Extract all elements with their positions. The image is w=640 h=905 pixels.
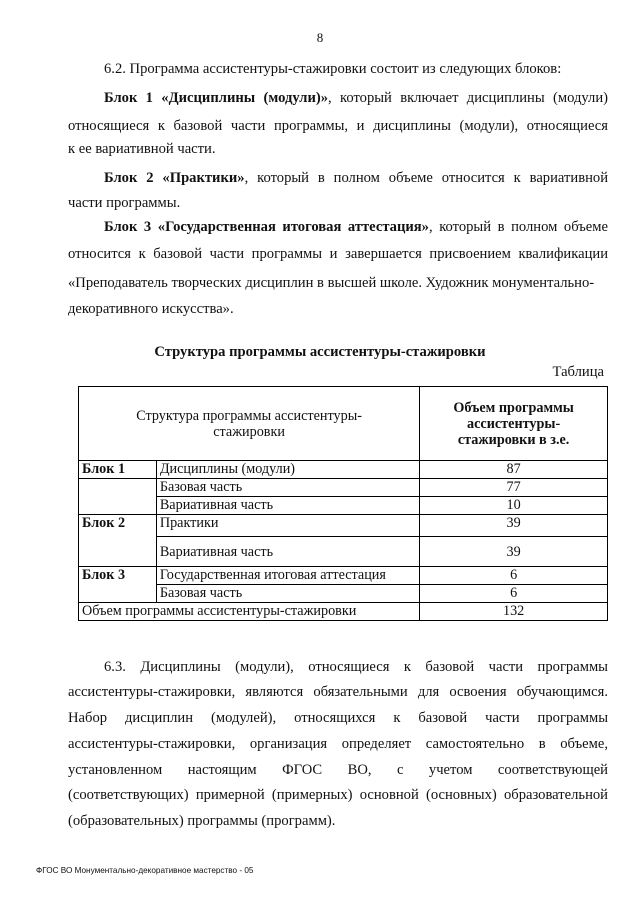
block1-line3: к ее вариативной части. xyxy=(68,141,216,157)
table-label: Таблица xyxy=(552,364,604,380)
table-header-row xyxy=(79,387,608,461)
structure-table xyxy=(78,386,608,621)
row-value: 77 xyxy=(420,479,608,497)
table-row xyxy=(79,461,608,479)
table-row xyxy=(79,497,608,515)
section-6-3-line4: ассистентуры-стажировки, организация определяет самостоятельно в объеме, xyxy=(68,736,608,752)
block1-line2: относящиеся к базовой части программы, и дисциплины (модули), относящиеся xyxy=(68,118,608,134)
row-value: 39 xyxy=(420,537,608,567)
page-number: 8 xyxy=(316,30,324,45)
block2-line2: части программы. xyxy=(68,195,181,211)
section-6-3-line2: ассистентуры-стажировки, являются обязательными для освоения обучающимся. xyxy=(68,684,608,700)
row-value: 6 xyxy=(420,585,608,603)
table-row xyxy=(79,567,608,585)
total-label: Объем программы ассистентуры-стажировки xyxy=(79,603,420,621)
block1-title: Блок 1 «Дисциплины (модули)» xyxy=(104,90,329,106)
table-row xyxy=(79,515,608,537)
block1-line1-rest: , который включает дисциплины (модули) xyxy=(328,90,608,106)
block3-line2: относится к базовой части программы и завершается присвоением квалификации xyxy=(68,246,608,262)
row-name: Дисциплины (модули) xyxy=(156,461,419,479)
section-6-3-line7: (образовательных) программы (программ). xyxy=(68,813,336,829)
table-row xyxy=(79,537,608,567)
table-header-volume: Объем программы ассистентуры-стажировки в з.е. xyxy=(420,387,608,461)
block3-line3: «Преподаватель творческих дисциплин в высшей школе. Художник монументально- xyxy=(68,275,595,291)
row-name: Базовая часть xyxy=(156,479,419,497)
table-row xyxy=(79,585,608,603)
table-header-structure: Структура программы ассистентуры-стажировки xyxy=(79,387,420,461)
block2-line1-rest: , который в полном объеме относится к вариативной xyxy=(244,170,609,186)
block1-line1 xyxy=(104,89,608,107)
row-value: 10 xyxy=(420,497,608,515)
section-6-3-line6: (соответствующих) примерной (примерных) основной (основных) образовательной xyxy=(68,787,608,803)
row-value: 87 xyxy=(420,461,608,479)
section-6-3-line1: 6.3. Дисциплины (модули), относящиеся к базовой части программы xyxy=(104,659,608,675)
table-total-row xyxy=(79,603,608,621)
row-name: Базовая часть xyxy=(156,585,419,603)
footer-note: ФГОС ВО Монументально-декоративное мастерство - 05 xyxy=(36,866,254,875)
row-name: Государственная итоговая аттестация xyxy=(156,567,419,585)
section-6-2-intro: 6.2. Программа ассистентуры-стажировки состоит из следующих блоков: xyxy=(104,61,562,77)
row-name: Вариативная часть xyxy=(156,497,419,515)
section-6-3-line3: Набор дисциплин (модулей), относящихся к базовой части программы xyxy=(68,710,608,726)
total-value: 132 xyxy=(420,603,608,621)
table-row xyxy=(79,479,608,497)
row-block-empty xyxy=(79,479,157,515)
block3-title: Блок 3 «Государственная итоговая аттестация» xyxy=(104,219,429,235)
row-name: Вариативная часть xyxy=(156,537,419,567)
section-6-3-line5: установленном настоящим ФГОС ВО, с учетом соответствующей xyxy=(68,762,608,778)
row-block: Блок 2 xyxy=(79,515,157,567)
row-value: 39 xyxy=(420,515,608,537)
block3-line4: декоративного искусства». xyxy=(68,301,234,317)
row-value: 6 xyxy=(420,567,608,585)
block2-line1 xyxy=(104,169,608,187)
block2-title: Блок 2 «Практики» xyxy=(104,170,245,186)
row-block: Блок 1 xyxy=(79,461,157,479)
row-name: Практики xyxy=(156,515,419,537)
table-caption: Структура программы ассистентуры-стажировки xyxy=(154,344,486,360)
block3-line1-rest: , который в полном объеме xyxy=(428,219,608,235)
block3-line1 xyxy=(104,218,608,236)
row-block: Блок 3 xyxy=(79,567,157,603)
